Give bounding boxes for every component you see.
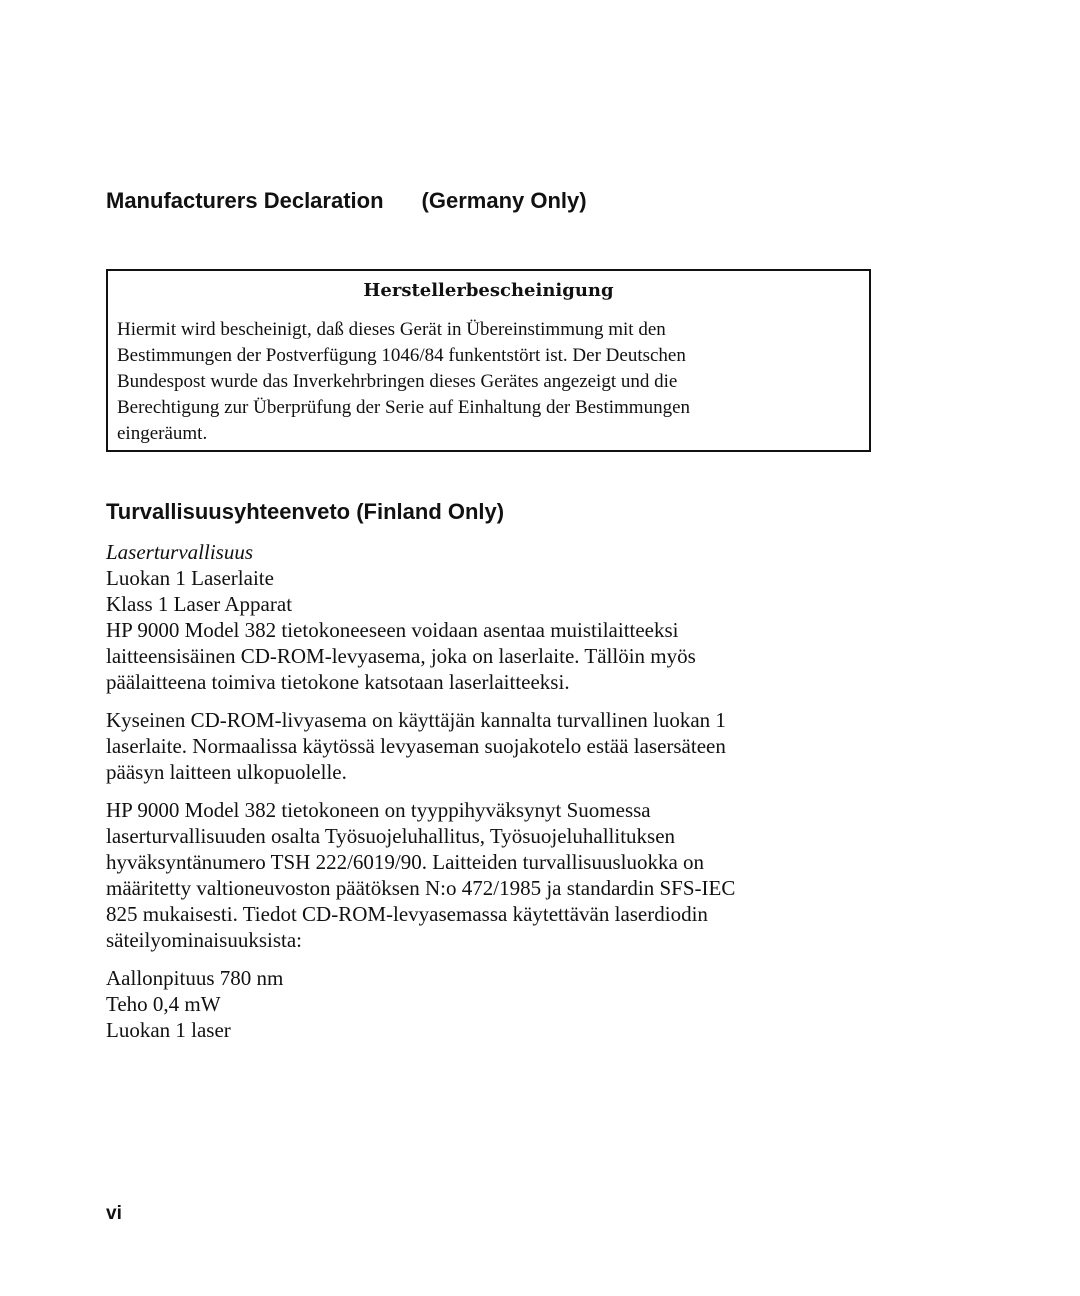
laser-specs — [106, 965, 866, 1043]
finland-subtitle: Laserturvallisuus — [106, 540, 254, 564]
germany-heading-left: Manufacturers Declaration — [106, 188, 384, 213]
paragraph-line: laitteensisäinen CD-ROM-levyasema, joka on laserlaite. Tällöin myös — [106, 644, 696, 668]
paragraph-line: laserturvallisuuden osalta Työsuojeluhallitus, Työsuojeluhallituksen — [106, 824, 676, 848]
box-line: Berechtigung zur Überprüfung der Serie auf Einhaltung der Bestimmungen — [117, 397, 690, 418]
box-text — [117, 317, 857, 447]
paragraph-line: Klass 1 Laser Apparat — [106, 592, 293, 616]
box-line: Hiermit wird bescheinigt, daß dieses Gerät in Übereinstimmung mit den — [117, 319, 666, 340]
paragraph-line: Kyseinen CD-ROM-livyasema on käyttäjän kannalta turvallinen luokan 1 — [106, 708, 726, 732]
box-line: Bestimmungen der Postverfügung 1046/84 funkentstört ist. Der Deutschen — [117, 345, 686, 366]
paragraph-line: HP 9000 Model 382 tietokoneen on tyyppihyväksynyt Suomessa — [106, 798, 651, 822]
page-number: vi — [106, 1203, 122, 1224]
paragraph-line: Luokan 1 Laserlaite — [106, 566, 274, 590]
laser-spec-line: Teho 0,4 mW — [106, 992, 221, 1016]
paragraph-line: pääsyn laitteen ulkopuolelle. — [106, 760, 347, 784]
laser-spec-line: Luokan 1 laser — [106, 1018, 231, 1042]
box-line: eingeräumt. — [117, 423, 208, 444]
box-title: Herstellerbescheinigung — [363, 280, 614, 301]
finland-paragraph-3 — [106, 797, 866, 953]
box-line: Bundespost wurde das Inverkehrbringen dieses Gerätes angezeigt und die — [117, 371, 678, 392]
herstellerbescheinigung-box — [106, 269, 871, 452]
paragraph-line: hyväksyntänumero TSH 222/6019/90. Laitteiden turvallisuusluokka on — [106, 850, 705, 874]
paragraph-line: määritetty valtioneuvoston päätöksen N:o 472/1985 ja standardin SFS-IEC — [106, 876, 736, 900]
finland-section-heading: Turvallisuusyhteenveto (Finland Only) — [106, 499, 505, 524]
germany-heading-right: (Germany Only) — [421, 188, 587, 213]
paragraph-line: säteilyominaisuuksista: — [106, 928, 302, 952]
paragraph-line: 825 mukaisesti. Tiedot CD-ROM-levyasemassa käytettävän laserdiodin — [106, 902, 708, 926]
paragraph-line: päälaitteena toimiva tietokone katsotaan laserlaitteeksi. — [106, 670, 570, 694]
paragraph-line: HP 9000 Model 382 tietokoneeseen voidaan asentaa muistilaitteeksi — [106, 618, 679, 642]
finland-paragraph-1 — [106, 539, 866, 695]
paragraph-line: laserlaite. Normaalissa käytössä levyaseman suojakotelo estää lasersäteen — [106, 734, 726, 758]
laser-spec-line: Aallonpituus 780 nm — [106, 966, 284, 990]
germany-section-heading — [106, 188, 587, 214]
finland-paragraph-2 — [106, 707, 866, 785]
